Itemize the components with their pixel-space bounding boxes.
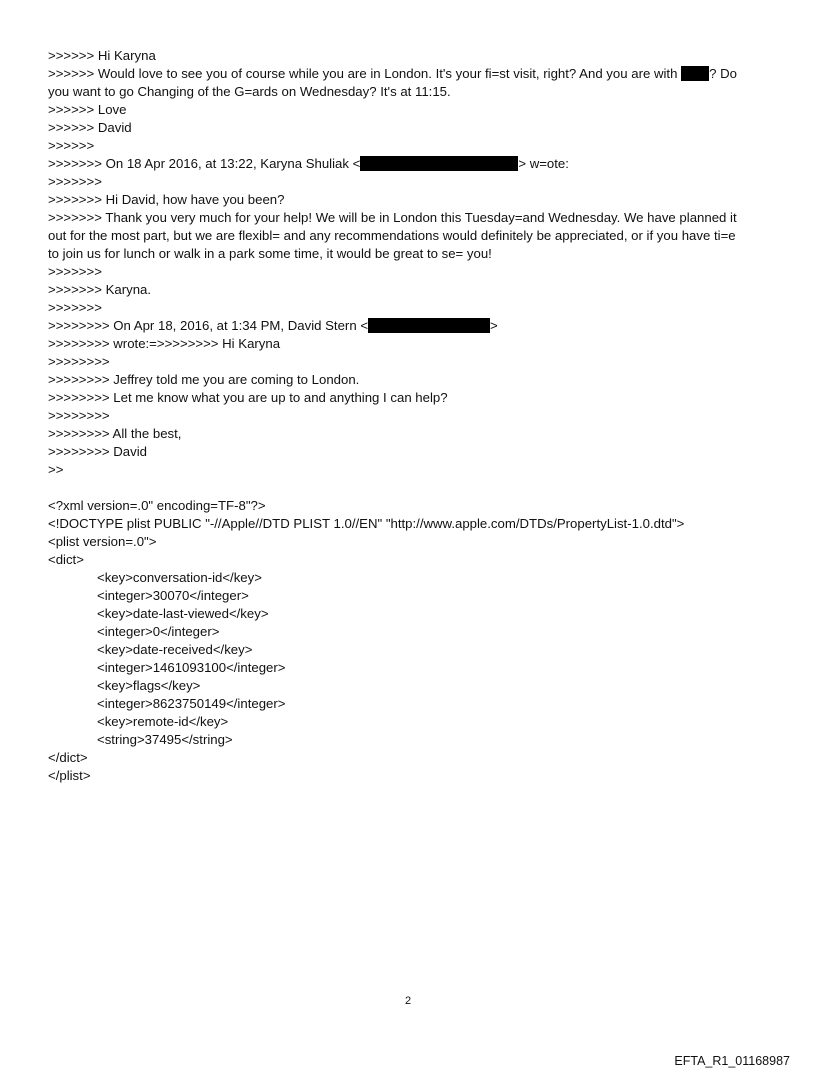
plist-xml-declaration: <?xml version=.0" encoding=TF-8"?>: [48, 498, 266, 513]
email-line: >>>>>>>>: [48, 408, 110, 423]
plist-dict-close: </dict>: [48, 750, 88, 765]
plist-entry: <key>date-last-viewed</key>: [97, 606, 269, 621]
email-line: >>>>>> David: [48, 120, 132, 135]
email-line: >>>>>>>> David: [48, 444, 147, 459]
email-line: >>>>>> Hi Karyna: [48, 48, 156, 63]
plist-entry: <key>remote-id</key>: [97, 714, 229, 729]
plist-doctype: <!DOCTYPE plist PUBLIC "-//Apple//DTD PLIST 1.0//EN" "http://www.apple.com/DTDs/PropertyList-1.0.dtd">: [48, 516, 685, 531]
email-line: >>>>>>>: [48, 174, 102, 189]
email-line-text: > w=ote:: [518, 156, 569, 171]
email-line: >>>>>>>>: [48, 354, 110, 369]
email-line: >>>>>>> Thank you very much for your help! We will be in London this Tuesday=and Wednesday. We have planned it: [48, 210, 737, 225]
email-line-text: >>>>>>> On 18 Apr 2016, at 13:22, Karyna Shuliak <: [48, 156, 361, 171]
redaction-box: [360, 156, 518, 171]
plist-entry: <integer>8623750149</integer>: [97, 696, 286, 711]
email-line: you want to go Changing of the G=ards on Wednesday? It's at 11:15.: [48, 84, 451, 99]
email-line: >>>>>>: [48, 138, 95, 153]
plist-entry: <string>37495</string>: [97, 732, 233, 747]
email-line: >>>>>> Love: [48, 102, 127, 117]
plist-open-tag: <plist version=.0">: [48, 534, 157, 549]
redaction-box: [368, 318, 490, 333]
email-line: [48, 65, 778, 83]
plist-entry: <integer>30070</integer>: [97, 588, 249, 603]
email-line-text: >: [490, 318, 498, 333]
plist-entry: <key>flags</key>: [97, 678, 201, 693]
email-line: [48, 317, 778, 335]
email-line: >>>>>>>: [48, 264, 102, 279]
plist-dict-open: <dict>: [48, 552, 84, 567]
email-line: >>: [48, 462, 64, 477]
email-line: to join us for lunch or walk in a park some time, it would be great to se= you!: [48, 246, 492, 261]
email-line: [48, 155, 778, 173]
email-line: >>>>>>>> Let me know what you are up to and anything I can help?: [48, 390, 448, 405]
email-line-text: >>>>>> Would love to see you of course while you are in London. It's your fi=st visit, right? And you are with: [48, 66, 682, 81]
email-line-text: ? Do: [709, 66, 737, 81]
plist-entry: <integer>1461093100</integer>: [97, 660, 286, 675]
plist-entry: <integer>0</integer>: [97, 624, 220, 639]
blank-line: [48, 479, 778, 497]
email-line: >>>>>>> Hi David, how have you been?: [48, 192, 285, 207]
email-line-text: >>>>>>>> On Apr 18, 2016, at 1:34 PM, David Stern <: [48, 318, 369, 333]
bates-number: EFTA_R1_01168987: [674, 1054, 790, 1068]
plist-close-tag: </plist>: [48, 768, 91, 783]
document-body: [48, 47, 778, 785]
redaction-box: [681, 66, 709, 81]
page-number: 2: [404, 995, 412, 1007]
email-line: out for the most part, but we are flexibl= and any recommendations would definitely be appreciated, or if you have ti=e: [48, 228, 736, 243]
email-line: >>>>>>>: [48, 300, 102, 315]
email-line: >>>>>>>> Jeffrey told me you are coming to London.: [48, 372, 360, 387]
plist-entry: <key>date-received</key>: [97, 642, 253, 657]
email-line: >>>>>>>> All the best,: [48, 426, 182, 441]
email-line: >>>>>>>> wrote:=>>>>>>>> Hi Karyna: [48, 336, 281, 351]
email-line: >>>>>>> Karyna.: [48, 282, 152, 297]
plist-entry: <key>conversation-id</key>: [97, 570, 262, 585]
